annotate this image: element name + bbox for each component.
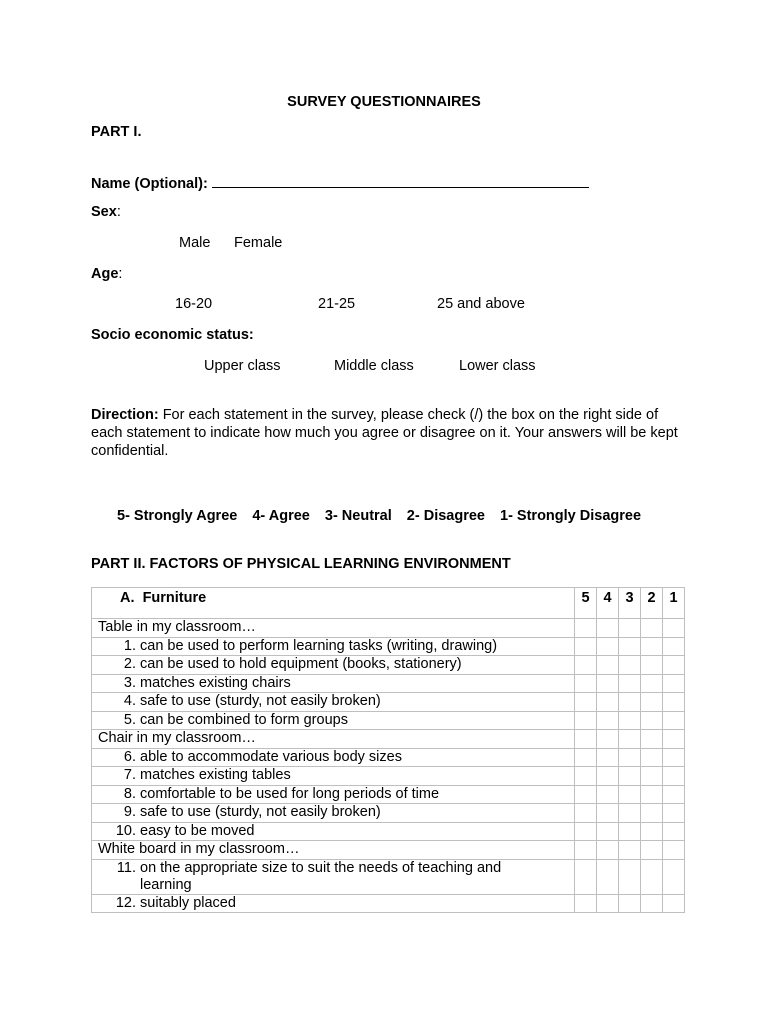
statement-cell: [92, 674, 575, 693]
statement-text: can be used to perform learning tasks (writing, drawing): [140, 637, 498, 654]
rating-checkbox-cell[interactable]: [619, 748, 641, 767]
statement-number: 10.: [115, 822, 136, 839]
rating-checkbox-cell[interactable]: [619, 711, 641, 730]
rating-checkbox-cell[interactable]: [641, 894, 663, 913]
rating-checkbox-cell[interactable]: [663, 674, 685, 693]
table-row: [92, 674, 685, 693]
group-score-cell: [619, 619, 641, 638]
rating-checkbox-cell[interactable]: [575, 767, 597, 786]
socio-economic-label: Socio economic status:: [91, 327, 254, 343]
group-label: Table in my classroom…: [92, 619, 575, 638]
rating-checkbox-cell[interactable]: [575, 804, 597, 823]
group-row: [92, 841, 685, 860]
statement-number: 11.: [116, 859, 136, 876]
table-header-row: [92, 588, 685, 619]
statement-text: able to accommodate various body sizes: [140, 748, 402, 765]
rating-checkbox-cell[interactable]: [597, 711, 619, 730]
part1-heading: PART I.: [91, 124, 142, 140]
age-option-25-above[interactable]: 25 and above: [437, 296, 525, 312]
table-body: [92, 619, 685, 913]
rating-checkbox-cell[interactable]: [575, 693, 597, 712]
rating-checkbox-cell[interactable]: [641, 674, 663, 693]
ses-option-middle[interactable]: Middle class: [334, 358, 414, 374]
scale-1: 1- Strongly Disagree: [500, 508, 642, 524]
rating-checkbox-cell[interactable]: [641, 711, 663, 730]
scale-5: 5- Strongly Agree: [117, 508, 238, 524]
section-header: A. Furniture: [92, 588, 575, 619]
rating-checkbox-cell[interactable]: [575, 894, 597, 913]
name-label: Name (Optional):: [91, 176, 208, 192]
rating-checkbox-cell[interactable]: [663, 711, 685, 730]
group-score-cell: [641, 730, 663, 749]
statement-text: safe to use (sturdy, not easily broken): [140, 693, 381, 710]
score-header-1: 1: [663, 588, 685, 619]
document-title: SURVEY QUESTIONNAIRES: [287, 94, 481, 110]
rating-checkbox-cell[interactable]: [597, 637, 619, 656]
statement-cell: [92, 711, 575, 730]
rating-checkbox-cell[interactable]: [641, 656, 663, 675]
table-row: [92, 894, 685, 913]
statement-number: 5.: [123, 711, 136, 728]
rating-checkbox-cell[interactable]: [575, 637, 597, 656]
group-score-cell: [663, 841, 685, 860]
table-row: [92, 656, 685, 675]
rating-checkbox-cell[interactable]: [597, 767, 619, 786]
rating-checkbox-cell[interactable]: [597, 859, 619, 894]
group-score-cell: [663, 730, 685, 749]
rating-checkbox-cell[interactable]: [597, 693, 619, 712]
rating-checkbox-cell[interactable]: [619, 656, 641, 675]
statement-text: matches existing chairs: [140, 674, 291, 691]
statement-number: 3.: [123, 674, 136, 691]
furniture-rating-table: [91, 587, 685, 913]
rating-checkbox-cell[interactable]: [597, 785, 619, 804]
statement-text: on the appropriate size to suit the needs of teaching and learning: [140, 859, 502, 893]
sex-label: Sex:: [91, 204, 121, 220]
rating-checkbox-cell[interactable]: [663, 637, 685, 656]
scale-3: 3- Neutral: [324, 508, 392, 524]
rating-checkbox-cell[interactable]: [663, 693, 685, 712]
rating-checkbox-cell[interactable]: [575, 859, 597, 894]
rating-checkbox-cell[interactable]: [575, 711, 597, 730]
statement-cell: [92, 748, 575, 767]
statement-cell: [92, 767, 575, 786]
scale-4: 4- Agree: [252, 508, 310, 524]
rating-scale-legend: [117, 508, 652, 525]
rating-checkbox-cell[interactable]: [663, 767, 685, 786]
group-row: [92, 730, 685, 749]
group-score-cell: [597, 730, 619, 749]
score-header-2: 2: [641, 588, 663, 619]
age-option-21-25[interactable]: 21-25: [318, 296, 356, 312]
rating-checkbox-cell[interactable]: [597, 822, 619, 841]
statement-cell: [92, 637, 575, 656]
rating-checkbox-cell[interactable]: [619, 859, 641, 894]
rating-checkbox-cell[interactable]: [641, 748, 663, 767]
statement-number: 12.: [115, 894, 136, 911]
statement-number: 1.: [123, 637, 136, 654]
statement-number: 9.: [123, 804, 136, 821]
group-score-cell: [597, 619, 619, 638]
table-row: [92, 637, 685, 656]
group-label: White board in my classroom…: [92, 841, 575, 860]
rating-checkbox-cell[interactable]: [641, 693, 663, 712]
statement-text: matches existing tables: [140, 767, 291, 784]
group-row: [92, 619, 685, 638]
rating-checkbox-cell[interactable]: [619, 674, 641, 693]
rating-checkbox-cell[interactable]: [641, 822, 663, 841]
scale-2: 2- Disagree: [406, 508, 485, 524]
group-score-cell: [619, 841, 641, 860]
rating-checkbox-cell[interactable]: [619, 693, 641, 712]
group-score-cell: [575, 841, 597, 860]
table-row: [92, 822, 685, 841]
rating-checkbox-cell[interactable]: [619, 637, 641, 656]
name-field-row: [91, 173, 589, 193]
table-row: [92, 693, 685, 712]
sex-option-female[interactable]: Female: [234, 235, 283, 251]
statement-text: can be used to hold equipment (books, stationery): [140, 656, 462, 673]
statement-text: comfortable to be used for long periods of time: [140, 785, 440, 802]
rating-checkbox-cell[interactable]: [641, 804, 663, 823]
table-row: [92, 767, 685, 786]
statement-cell: [92, 656, 575, 675]
part2-heading: PART II. FACTORS OF PHYSICAL LEARNING ENVIRONMENT: [91, 556, 511, 572]
statement-number: 8.: [123, 785, 136, 802]
statement-cell: [92, 693, 575, 712]
rating-checkbox-cell[interactable]: [641, 785, 663, 804]
rating-checkbox-cell[interactable]: [619, 785, 641, 804]
rating-checkbox-cell[interactable]: [575, 674, 597, 693]
rating-checkbox-cell[interactable]: [597, 674, 619, 693]
table-row: [92, 711, 685, 730]
rating-checkbox-cell[interactable]: [641, 859, 663, 894]
rating-checkbox-cell[interactable]: [663, 785, 685, 804]
table-row: [92, 785, 685, 804]
rating-checkbox-cell[interactable]: [575, 785, 597, 804]
statement-cell: [92, 804, 575, 823]
rating-checkbox-cell[interactable]: [597, 894, 619, 913]
statement-cell: [92, 822, 575, 841]
ses-option-upper[interactable]: Upper class: [204, 358, 281, 374]
group-score-cell: [641, 619, 663, 638]
rating-checkbox-cell[interactable]: [575, 748, 597, 767]
statement-cell: [92, 894, 575, 913]
rating-checkbox-cell[interactable]: [619, 894, 641, 913]
sex-option-male[interactable]: Male: [179, 235, 211, 251]
score-header-4: 4: [597, 588, 619, 619]
rating-checkbox-cell[interactable]: [575, 656, 597, 675]
direction-label: Direction:: [91, 407, 159, 423]
group-score-cell: [663, 619, 685, 638]
group-label: Chair in my classroom…: [92, 730, 575, 749]
statement-number: 4.: [123, 693, 136, 710]
ses-option-lower[interactable]: Lower class: [459, 358, 536, 374]
rating-checkbox-cell[interactable]: [641, 637, 663, 656]
statement-cell: [92, 859, 575, 894]
group-score-cell: [641, 841, 663, 860]
table-row: [92, 804, 685, 823]
statement-cell: [92, 785, 575, 804]
group-score-cell: [575, 730, 597, 749]
rating-checkbox-cell[interactable]: [619, 822, 641, 841]
rating-checkbox-cell[interactable]: [575, 822, 597, 841]
rating-checkbox-cell[interactable]: [597, 804, 619, 823]
rating-checkbox-cell[interactable]: [619, 804, 641, 823]
age-option-16-20[interactable]: 16-20: [175, 296, 213, 312]
rating-checkbox-cell[interactable]: [663, 656, 685, 675]
rating-checkbox-cell[interactable]: [597, 656, 619, 675]
rating-checkbox-cell[interactable]: [663, 894, 685, 913]
rating-checkbox-cell[interactable]: [663, 804, 685, 823]
score-header-3: 3: [619, 588, 641, 619]
direction-text: For each statement in the survey, please check (/) the box on the right side of each statement to indicate how much you agree or disagree on it. Your answers will be kept confidential.: [91, 407, 678, 459]
group-score-cell: [619, 730, 641, 749]
rating-checkbox-cell[interactable]: [619, 767, 641, 786]
rating-checkbox-cell[interactable]: [663, 822, 685, 841]
statement-number: 7.: [123, 767, 136, 784]
group-score-cell: [575, 619, 597, 638]
statement-number: 2.: [123, 656, 136, 673]
rating-checkbox-cell[interactable]: [663, 748, 685, 767]
rating-checkbox-cell[interactable]: [641, 767, 663, 786]
score-header-5: 5: [575, 588, 597, 619]
age-label: Age:: [91, 266, 123, 282]
statement-text: easy to be moved: [140, 822, 255, 839]
name-blank-line[interactable]: [212, 173, 589, 188]
table-row: [92, 748, 685, 767]
group-score-cell: [597, 841, 619, 860]
statement-text: safe to use (sturdy, not easily broken): [140, 804, 381, 821]
rating-checkbox-cell[interactable]: [597, 748, 619, 767]
table-row: [92, 859, 685, 894]
statement-text: can be combined to form groups: [140, 711, 348, 728]
direction-paragraph: [91, 406, 681, 460]
statement-text: suitably placed: [140, 894, 236, 911]
statement-number: 6.: [123, 748, 136, 765]
rating-checkbox-cell[interactable]: [663, 859, 685, 894]
